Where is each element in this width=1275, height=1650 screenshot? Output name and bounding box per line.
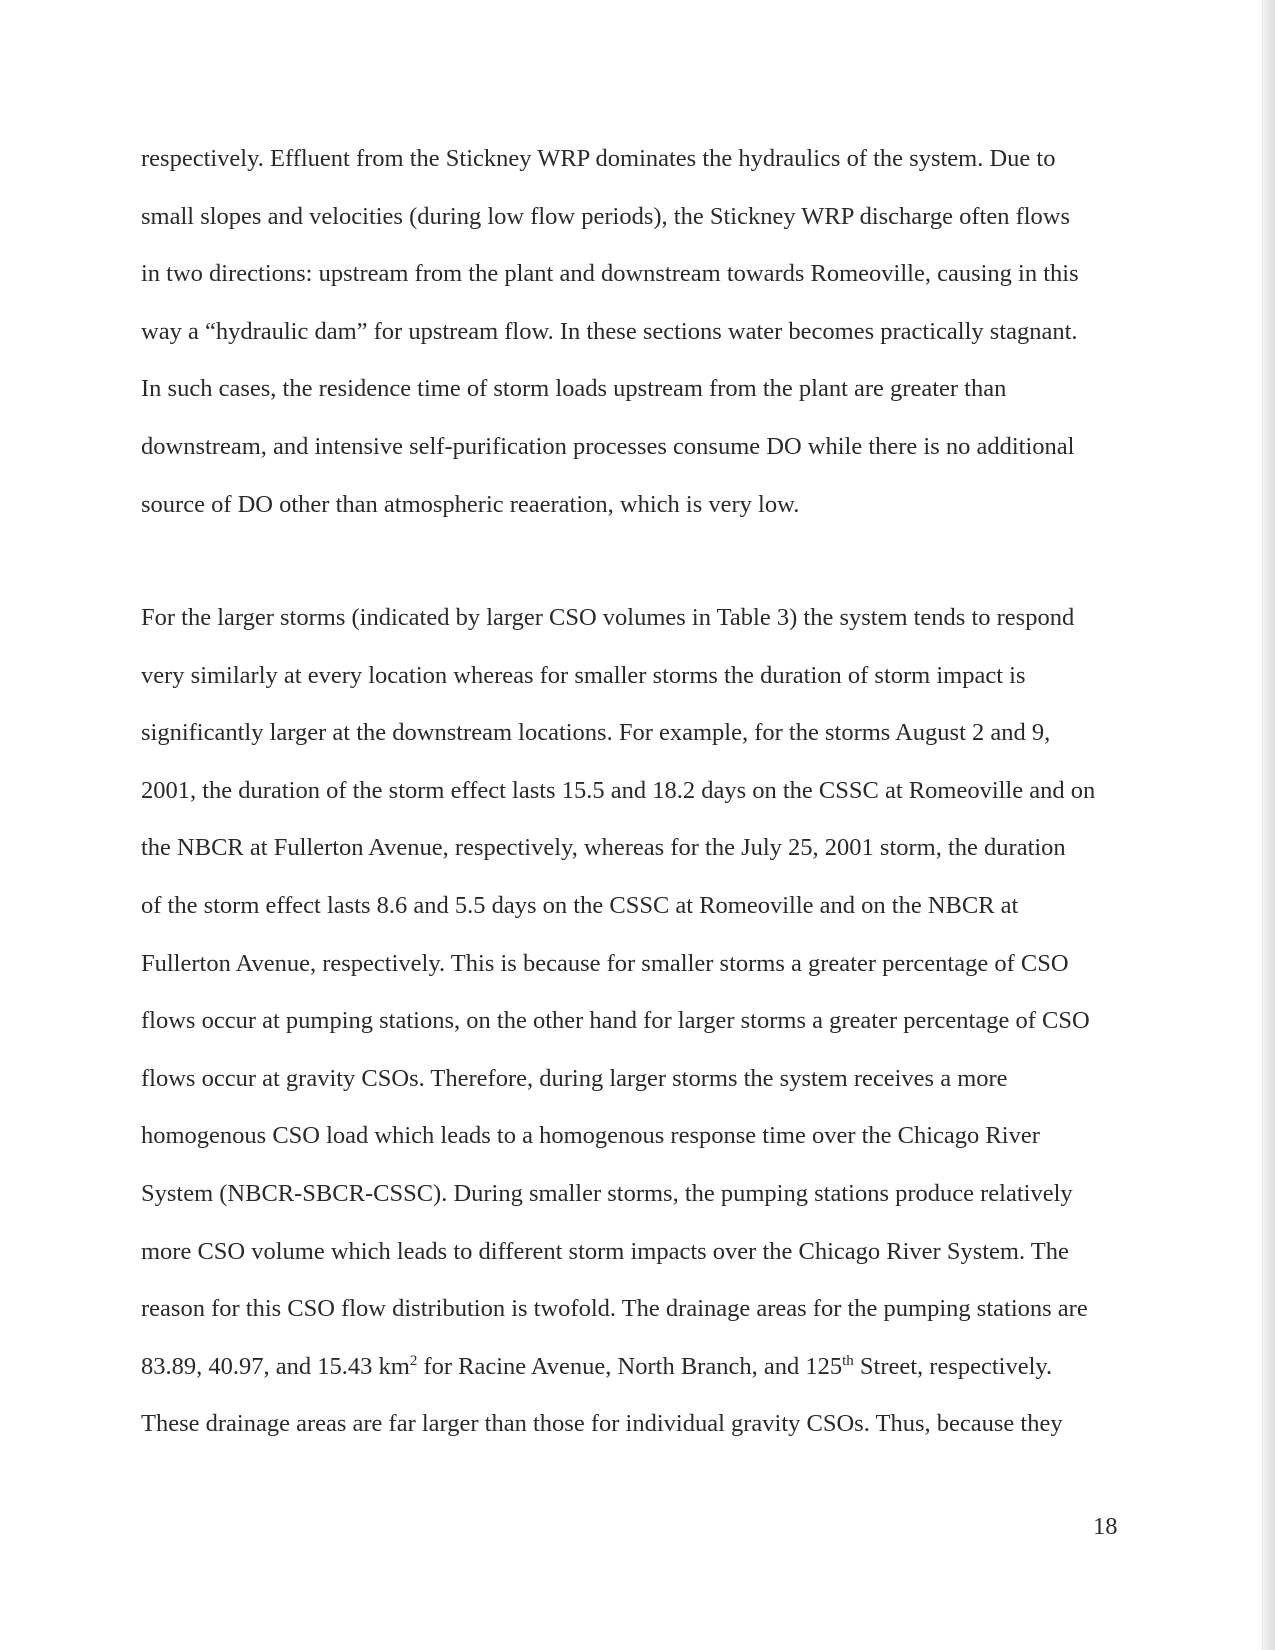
text-line: For the larger storms (indicated by larger CSO volumes in Table 3) the system tends to respond — [141, 604, 1075, 631]
text-line: System (NBCR-SBCR-CSSC). During smaller storms, the pumping stations produce relatively — [141, 1179, 1073, 1207]
text-line: In such cases, the residence time of storm loads upstream from the plant are greater than — [141, 375, 1007, 403]
text-line: very similarly at every location whereas for smaller storms the duration of storm impact is — [141, 661, 1026, 689]
text-line: homogenous CSO load which leads to a homogenous response time over the Chicago River — [141, 1122, 1040, 1150]
text-line: of the storm effect lasts 8.6 and 5.5 days on the CSSC at Romeoville and on the NBCR at — [141, 891, 1019, 919]
text-line: Fullerton Avenue, respectively. This is because for smaller storms a greater percentage of CSO — [141, 949, 1069, 977]
superscript-squared: 2 — [409, 1352, 418, 1369]
text-fragment: for Racine Avenue, North Branch, and 125 — [417, 1352, 843, 1380]
text-fragment: Street, respectively. — [853, 1352, 1053, 1380]
text-line: way a “hydraulic dam” for upstream flow. In these sections water becomes practically stagnant. — [141, 317, 1078, 345]
text-line: 2001, the duration of the storm effect lasts 15.5 and 18.2 days on the CSSC at Romeoville and on — [141, 776, 1096, 804]
page-number: 18 — [1093, 1513, 1118, 1540]
text-line: more CSO volume which leads to different storm impacts over the Chicago River System. The — [141, 1237, 1069, 1265]
superscript-ordinal: th — [842, 1352, 854, 1369]
text-line: source of DO other than atmospheric reaeration, which is very low. — [141, 490, 800, 518]
text-line: the NBCR at Fullerton Avenue, respectively, whereas for the July 25, 2001 storm, the duration — [141, 834, 1066, 862]
text-line: small slopes and velocities (during low flow periods), the Stickney WRP discharge often flows — [141, 202, 1071, 230]
page-edge-shadow — [1262, 0, 1275, 1650]
text-line: reason for this CSO flow distribution is twofold. The drainage areas for the pumping stations are — [141, 1295, 1088, 1323]
text-line: These drainage areas are far larger than those for individual gravity CSOs. Thus, because they — [141, 1410, 1063, 1438]
paragraph-2 — [141, 589, 1131, 1453]
text-line-with-superscripts — [141, 1338, 1131, 1396]
text-fragment: 83.89, 40.97, and 15.43 km — [141, 1352, 410, 1380]
text-line: downstream, and intensive self-purification processes consume DO while there is no additional — [141, 432, 1075, 460]
text-line: in two directions: upstream from the plant and downstream towards Romeoville, causing in this — [141, 260, 1079, 288]
paragraph-1 — [141, 130, 1131, 533]
text-line: respectively. Effluent from the Stickney WRP dominates the hydraulics of the system. Due to — [141, 145, 1056, 172]
text-line: significantly larger at the downstream locations. For example, for the storms August 2 and 9, — [141, 719, 1051, 747]
text-line: flows occur at pumping stations, on the other hand for larger storms a greater percentage of CSO — [141, 1007, 1090, 1035]
text-line: flows occur at gravity CSOs. Therefore, during larger storms the system receives a more — [141, 1064, 1008, 1092]
